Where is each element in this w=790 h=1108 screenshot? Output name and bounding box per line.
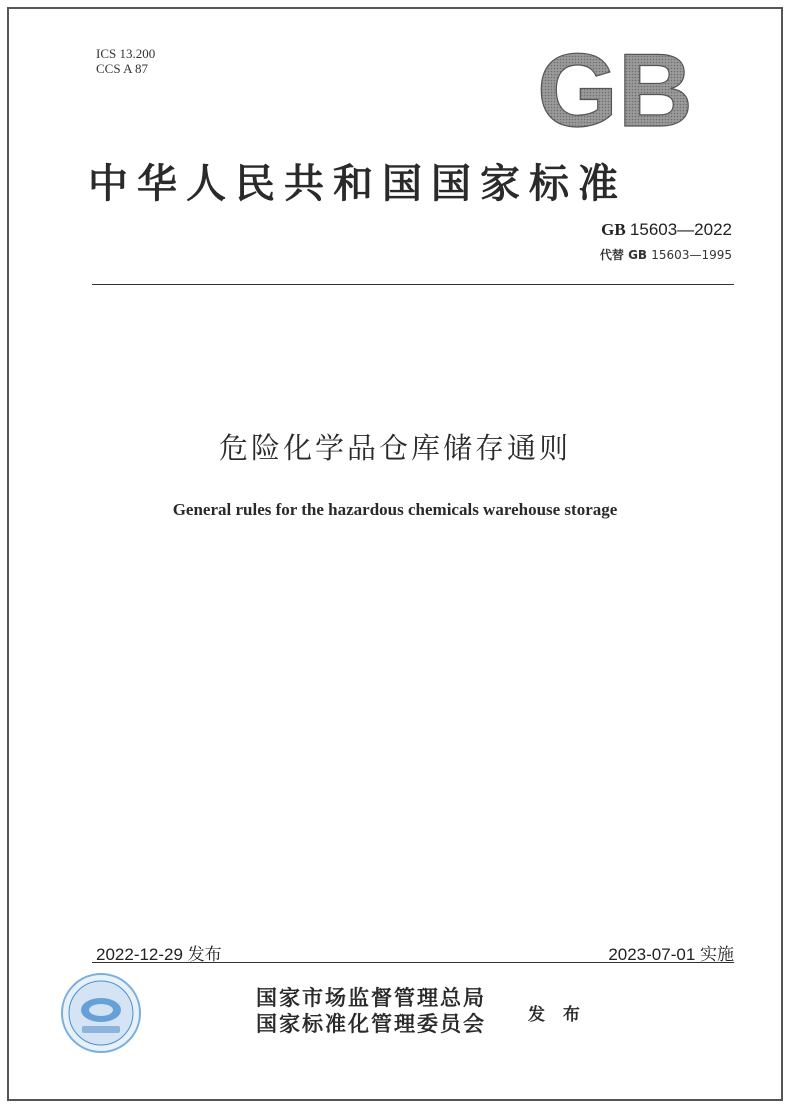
issue-date: 2022-12-29 发布 (96, 945, 222, 964)
publishing-authorities (256, 985, 486, 1037)
ics-code: ICS 13.200 (96, 46, 156, 61)
implementation-date: 2023-07-01 实施 (608, 945, 734, 964)
replaces-label: 代替 GB (599, 248, 648, 262)
footer-divider (92, 962, 734, 963)
replaces-standard (600, 246, 732, 263)
publisher-sac: 国家标准化管理委员会 (256, 1011, 486, 1036)
publish-label: 发 布 (528, 1005, 586, 1025)
replaces-code: 15603—1995 (651, 248, 732, 262)
document-title-zh: 危险化学品仓库储存通则 (218, 431, 571, 465)
standard-prefix: GB (601, 220, 626, 239)
standard-code: 15603—2022 (629, 220, 732, 239)
classification-codes (96, 46, 155, 76)
publisher-samr: 国家市场监督管理总局 (256, 985, 486, 1010)
gb-logo (535, 46, 695, 138)
ccs-code: CCS A 87 (96, 61, 149, 76)
document-title-en: General rules for the hazardous chemicals warehouse storage (172, 500, 618, 519)
header-divider (92, 284, 734, 285)
standard-number (601, 220, 732, 240)
svg-text:GB: GB (537, 46, 693, 138)
national-standard-title: 中华人民共和国国家标准 (88, 160, 627, 207)
anti-counterfeit-seal-icon (60, 972, 142, 1054)
